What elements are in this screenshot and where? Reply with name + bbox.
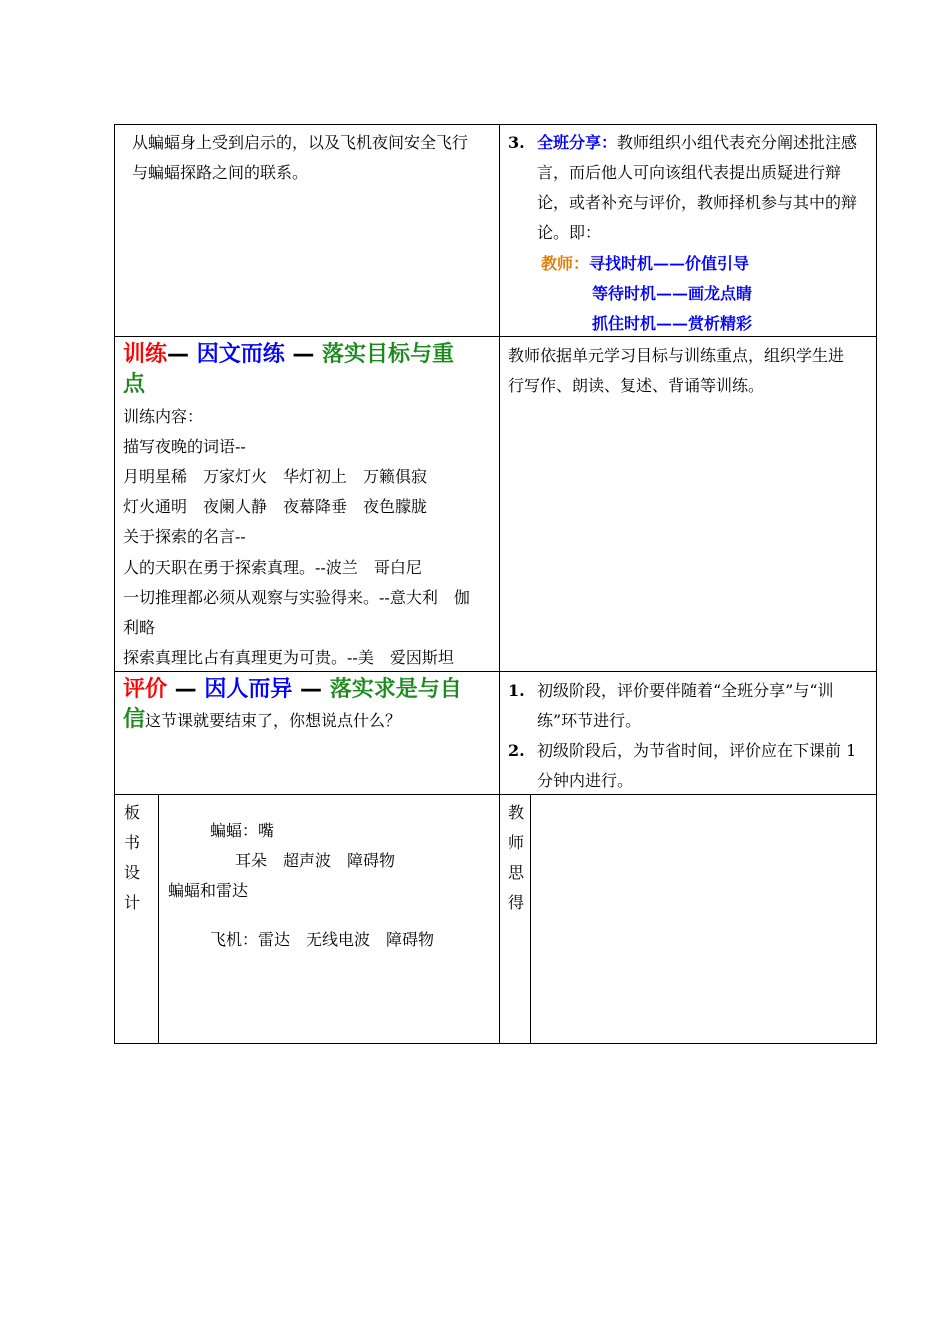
teacher-step-3: 抓住时机——赏析精彩 <box>592 314 753 333</box>
row1-item-number: 3. <box>508 133 525 152</box>
teacher-step-text-1: 寻找时机——价值引导 <box>589 254 750 273</box>
row1-share-line-4: 论。即： <box>537 223 602 242</box>
training-line-2: 描写夜晚的词语-- <box>123 437 246 456</box>
row-divider-3 <box>114 794 877 795</box>
evaluation-item-1-line-2: 练”环节进行。 <box>537 711 642 730</box>
evaluation-item-2-line-2: 分钟内进行。 <box>537 771 634 790</box>
whole-class-share-label: 全班分享： <box>537 133 618 152</box>
row1-left-line-1: 从蝙蝠身上受到启示的，以及飞机夜间安全飞行 <box>132 133 469 152</box>
row1-share-line-3: 论，或者补充与评价，教师择机参与其中的辩 <box>537 193 858 212</box>
teacher-label: 教师： <box>541 254 590 273</box>
row-divider-1 <box>114 336 877 337</box>
reflection-label-char-4: 得 <box>508 893 525 912</box>
board-line-4: 飞机：雷达 无线电波 障碍物 <box>210 930 435 949</box>
row1-share-first-line <box>537 133 857 153</box>
table-top-border <box>114 124 877 125</box>
reflection-label-char-1: 教 <box>508 803 525 822</box>
training-line-5: 关于探索的名言-- <box>123 527 246 546</box>
table-left-border <box>114 124 115 1044</box>
evaluation-item-2-number: 2. <box>508 741 525 760</box>
evaluation-heading-wrap <box>123 705 401 736</box>
teacher-step-1 <box>541 254 749 274</box>
evaluation-heading-d: 信 <box>123 707 146 732</box>
training-heading <box>123 340 454 370</box>
board-label-char-3: 设 <box>124 863 141 882</box>
training-heading-c: 落实目标与重 <box>322 342 455 367</box>
teacher-step-2: 等待时机——画龙点睛 <box>592 284 753 303</box>
training-heading-wrap: 点 <box>123 372 146 397</box>
board-line-2: 耳朵 超声波 障碍物 <box>235 851 396 870</box>
evaluation-prompt: 这节课就要结束了，你想说点什么？ <box>145 711 402 730</box>
reflection-label-char-2: 师 <box>508 833 525 852</box>
column-divider-middle <box>499 124 500 1044</box>
board-label-divider <box>158 794 159 1044</box>
evaluation-heading-a: 评价 <box>123 677 168 702</box>
training-line-6: 人的天职在勇于探索真理。--波兰 哥白尼 <box>123 558 422 577</box>
evaluation-item-1-number: 1. <box>508 681 525 700</box>
training-line-8: 利略 <box>123 618 156 637</box>
evaluation-heading-sep2: — <box>292 677 330 702</box>
training-line-1: 训练内容： <box>123 407 204 426</box>
board-label-char-2: 书 <box>124 833 141 852</box>
evaluation-heading <box>123 675 462 705</box>
board-line-1: 蝙蝠：嘴 <box>210 821 275 840</box>
training-heading-sep2: — <box>284 342 323 367</box>
row1-left-line-2: 与蝙蝠探路之间的联系。 <box>132 163 309 182</box>
share-description: 教师组织小组代表充分阐述批注感 <box>617 133 858 152</box>
reflection-label-char-3: 思 <box>508 863 525 882</box>
training-line-9: 探索真理比占有真理更为可贵。--美 爱因斯坦 <box>123 648 454 667</box>
table-right-border <box>876 124 877 1044</box>
row-divider-2 <box>114 671 877 672</box>
row1-share-line-2: 言，而后他人可向该组代表提出质疑进行辩 <box>537 163 842 182</box>
evaluation-item-1-line-1: 初级阶段，评价要伴随着“全班分享”与“训 <box>537 681 834 700</box>
evaluation-heading-sep1: — <box>167 677 205 702</box>
training-heading-sep1: — <box>167 342 197 367</box>
board-line-3: 蝙蝠和雷达 <box>168 881 249 900</box>
evaluation-item-2-line-1: 初级阶段后，为节省时间，评价应在下课前 1 <box>537 741 857 760</box>
table-bottom-border <box>114 1043 877 1044</box>
board-label-char-1: 板 <box>124 803 141 822</box>
training-heading-a: 训练 <box>123 342 168 367</box>
evaluation-heading-b: 因人而异 <box>204 677 293 702</box>
training-note-line-1: 教师依据单元学习目标与训练重点，组织学生进 <box>508 346 845 365</box>
training-line-7: 一切推理都必须从观察与实验得来。--意大利 伽 <box>123 588 470 607</box>
training-heading-b: 因文而练 <box>196 342 285 367</box>
training-line-4: 灯火通明 夜阑人静 夜幕降垂 夜色朦胧 <box>123 497 428 516</box>
training-note-line-2: 行写作、朗读、复述、背诵等训练。 <box>508 376 765 395</box>
reflection-label-divider <box>530 794 531 1044</box>
board-label-char-4: 计 <box>124 893 141 912</box>
evaluation-heading-c: 落实求是与自 <box>329 677 462 702</box>
training-line-3: 月明星稀 万家灯火 华灯初上 万籁俱寂 <box>123 467 428 486</box>
